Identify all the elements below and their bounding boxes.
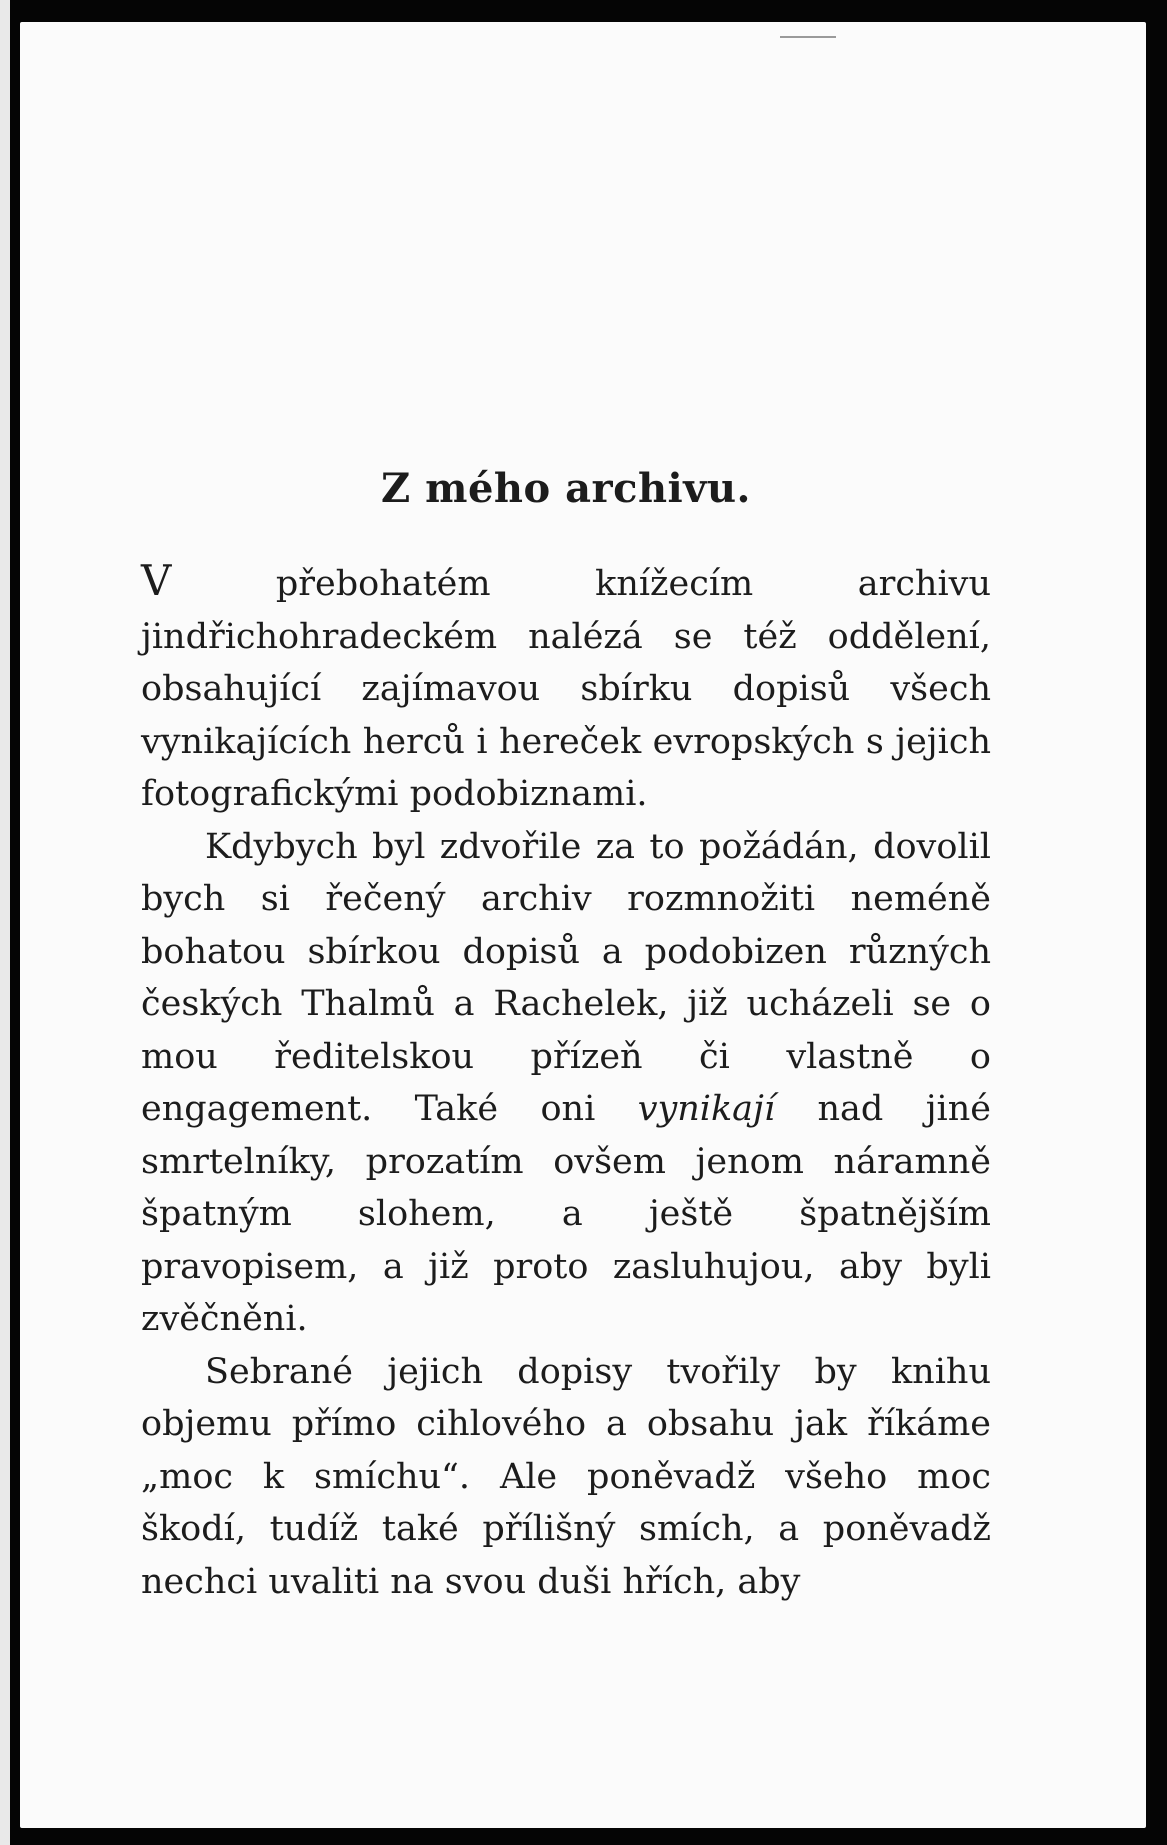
paragraph-2-text-start: Kdybych byl zdvořile za to požádán, dovolil bych si řečený archiv rozmnožiti neméně bohatou sbírkou dopisů a podobizen různých českých Thalmů a Rachelek, již ucházeli se o mou ředitelskou přízeň či vlastně o engagement. Také oni [141, 826, 991, 1129]
scan-mark [780, 36, 836, 38]
paragraph-3 [141, 1346, 991, 1609]
chapter-title: Z mého archivu. [381, 465, 751, 512]
paragraph-1 [141, 555, 991, 821]
paragraph-1-text: přebohatém knížecím archivu jindřichohradeckém nalézá se též oddělení, obsahující zajímavou sbírku dopisů všech vynikajících herců i hereček evropských s jejich fotografickými podobiznami. [141, 564, 991, 814]
paragraph-2 [141, 821, 991, 1346]
emphasized-word: vynikají [637, 1089, 776, 1129]
initial-letter: V [141, 556, 172, 605]
page-text [141, 463, 991, 1608]
paragraph-3-text: Sebrané jejich dopisy tvořily by knihu objemu přímo cihlového a obsahu jak říkáme „moc k smíchu“. Ale poněvadž všeho moc škodí, tudíž také přílišný smích, a poněvadž nechci uvaliti na svou duši hřích, aby [141, 1351, 991, 1602]
paragraph-2-text-end: nad jiné smrtelníky, prozatím ovšem jenom náramně špatným slohem, a ještě špatnějším pravopisem, a již proto zasluhujou, aby byli zvěčněni. [141, 1089, 991, 1339]
left-page-edge [0, 0, 10, 1845]
